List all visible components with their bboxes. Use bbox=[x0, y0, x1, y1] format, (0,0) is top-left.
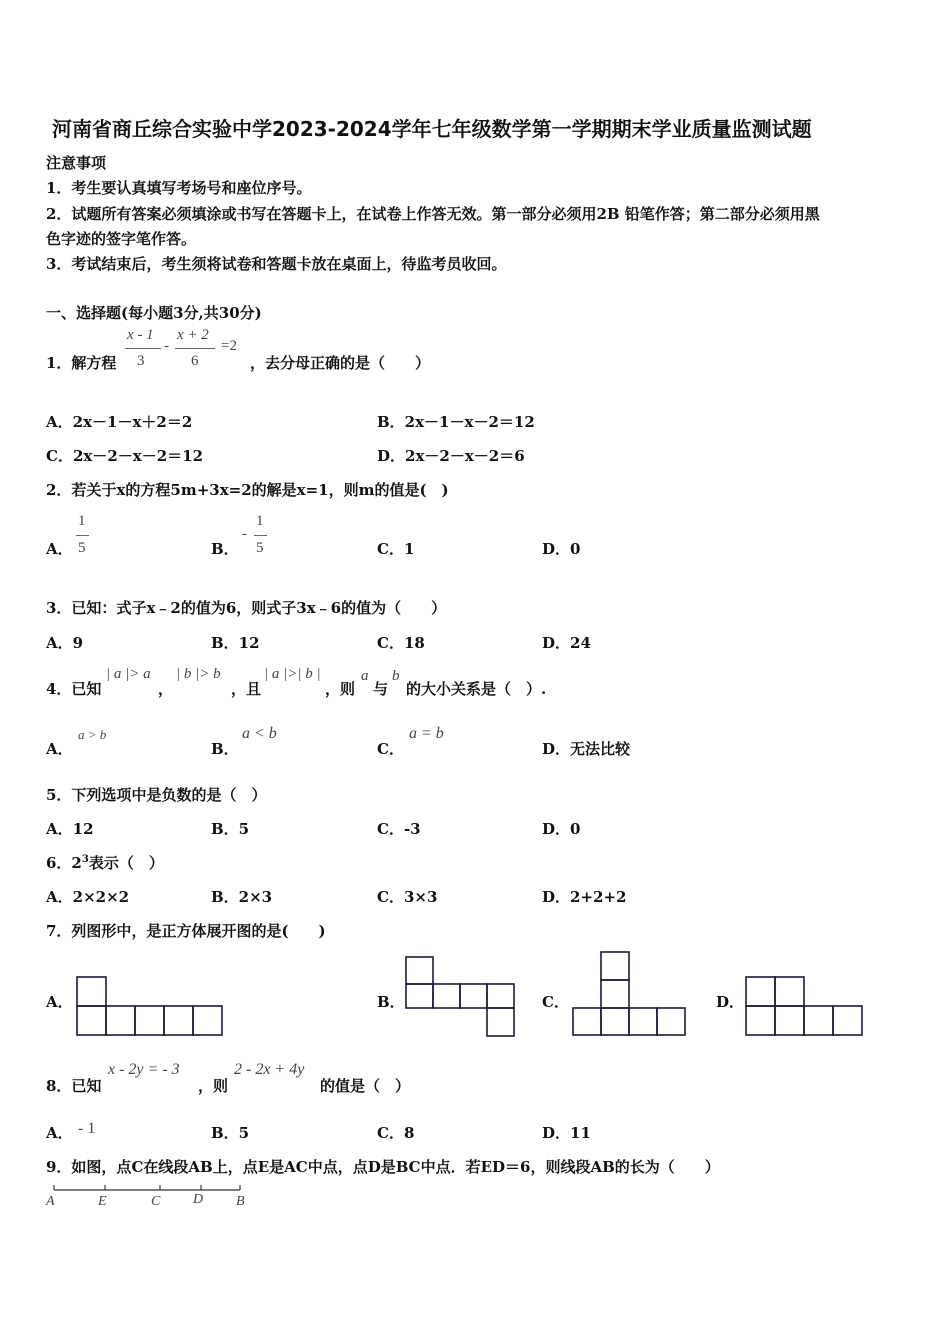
q2-b-label: B． bbox=[211, 540, 239, 558]
q1-option-c: C．2x－2－x－2＝12 bbox=[46, 447, 204, 465]
q4-a-label: A． bbox=[46, 740, 73, 758]
q9-point-c: C bbox=[151, 1194, 161, 1209]
q3-option-d: D．24 bbox=[542, 634, 591, 652]
q4-prefix: 4．已知 bbox=[46, 680, 102, 698]
q8-option-c: C．8 bbox=[377, 1124, 415, 1142]
q8-option-b: B．5 bbox=[211, 1124, 250, 1142]
notice-item-3: 3．考试结束后，考生须将试卷和答题卡放在桌面上，待监考员收回。 bbox=[46, 255, 507, 273]
q4-c-label: C． bbox=[377, 740, 404, 758]
q1-frac1-num: x - 1 bbox=[127, 327, 154, 343]
q2-option-c: C．1 bbox=[377, 540, 415, 558]
q7-d-label: D． bbox=[716, 993, 745, 1011]
q6-option-c: C．3×3 bbox=[377, 888, 438, 906]
q8-a-label: A． bbox=[46, 1124, 73, 1142]
q5-option-a: A．12 bbox=[46, 820, 94, 838]
q9-point-a: A bbox=[46, 1194, 55, 1209]
q8-math-1: x - 2y = - 3 bbox=[108, 1061, 180, 1078]
q2-b-bar bbox=[254, 535, 267, 536]
q9-stem: 9．如图，点C在线段AB上，点E是AC中点，点D是BC中点．若ED＝6，则线段AB的长为（ ） bbox=[46, 1158, 720, 1176]
q1-frac2-den: 6 bbox=[191, 353, 199, 369]
q4-math-1: | a |> a bbox=[106, 666, 151, 682]
q6-stem bbox=[46, 852, 164, 873]
q6-option-a: A．2×2×2 bbox=[46, 888, 130, 906]
notice-item-1: 1．考生要认真填写考场号和座位序号。 bbox=[46, 179, 312, 197]
q7-b-label: B． bbox=[377, 993, 405, 1011]
q4-comma: ， bbox=[158, 680, 174, 698]
q2-b-den: 5 bbox=[256, 540, 264, 556]
q2-b-sign: - bbox=[242, 526, 247, 542]
q8-suffix: 的值是（ ） bbox=[320, 1077, 411, 1095]
q4-and: ，且 bbox=[231, 680, 262, 698]
q4-math-3: | a |>| b | bbox=[264, 666, 321, 682]
q1-prefix: 1．解方程 bbox=[46, 354, 117, 372]
q3-option-a: A．9 bbox=[46, 634, 84, 652]
q2-a-bar bbox=[76, 535, 89, 536]
q7-c-label: C． bbox=[542, 993, 569, 1011]
q3-stem: 3．已知：式子x﹣2的值为6，则式子3x﹣6的值为（ ） bbox=[46, 599, 447, 617]
q1-frac1-den: 3 bbox=[137, 353, 145, 369]
q1-option-a: A．2x－1－x＋2＝2 bbox=[46, 413, 193, 431]
q1-frac2-num: x + 2 bbox=[177, 327, 209, 343]
q2-stem: 2．若关于x的方程5m+3x=2的解是x=1，则m的值是( ) bbox=[46, 481, 449, 499]
q7-net-a bbox=[76, 976, 224, 1036]
q4-b-math: a < b bbox=[242, 725, 277, 742]
q4-suffix: 的大小关系是（ ）. bbox=[406, 680, 547, 698]
q4-var-a: a bbox=[361, 668, 369, 684]
q6-stem-pre: 6．2 bbox=[46, 854, 82, 872]
page-title: 河南省商丘综合实验中学2023-2024学年七年级数学第一学期期末学业质量监测试题 bbox=[52, 117, 812, 141]
q8-math-2: 2 - 2x + 4y bbox=[234, 1061, 305, 1078]
q4-option-d: D．无法比较 bbox=[542, 740, 631, 758]
q2-a-num: 1 bbox=[78, 513, 86, 529]
q8-then: ，则 bbox=[198, 1077, 229, 1095]
q5-option-d: D．0 bbox=[542, 820, 581, 838]
notice-item-2-cont: 色字迹的签字笔作答。 bbox=[46, 230, 197, 248]
q2-a-den: 5 bbox=[78, 540, 86, 556]
q1-eq: =2 bbox=[221, 338, 237, 354]
q4-math-2: | b |> b bbox=[176, 666, 221, 682]
q7-a-label: A． bbox=[46, 993, 73, 1011]
q6-exponent: 3 bbox=[81, 854, 89, 865]
q4-a-math: a > b bbox=[78, 727, 107, 742]
q9-point-e: E bbox=[98, 1194, 107, 1209]
q7-stem: 7．列图形中，是正方体展开图的是( ) bbox=[46, 922, 326, 940]
q1-minus: - bbox=[164, 338, 169, 354]
q4-with: 与 bbox=[373, 680, 389, 698]
q9-point-b: B bbox=[236, 1194, 245, 1209]
q1-option-b: B．2x－1－x－2＝12 bbox=[377, 413, 535, 431]
q6-stem-post: 表示（ ） bbox=[88, 854, 164, 872]
q5-stem: 5．下列选项中是负数的是（ ） bbox=[46, 786, 267, 804]
q1-suffix: ，去分母正确的是（ ） bbox=[250, 354, 431, 372]
q8-prefix: 8．已知 bbox=[46, 1077, 102, 1095]
q5-option-b: B．5 bbox=[211, 820, 250, 838]
q4-then: ，则 bbox=[325, 680, 356, 698]
q7-net-b bbox=[405, 956, 515, 1038]
q4-c-math: a = b bbox=[409, 725, 444, 742]
q4-var-b: b bbox=[392, 668, 400, 684]
q3-option-b: B．12 bbox=[211, 634, 260, 652]
q6-option-d: D．2+2+2 bbox=[542, 888, 627, 906]
q3-option-c: C．18 bbox=[377, 634, 425, 652]
q6-option-b: B．2×3 bbox=[211, 888, 273, 906]
q5-option-c: C．-3 bbox=[377, 820, 421, 838]
q9-point-d: D bbox=[193, 1192, 204, 1207]
q1-frac1-bar bbox=[125, 348, 161, 349]
q4-b-label: B． bbox=[211, 740, 239, 758]
notice-item-2: 2．试题所有答案必须填涂或书写在答题卡上，在试卷上作答无效。第一部分必须用2B 铅笔作答；第二部分必须用黑 bbox=[46, 205, 820, 223]
section-heading: 一、选择题(每小题3分,共30分) bbox=[46, 304, 262, 322]
q2-b-num: 1 bbox=[256, 513, 264, 529]
q1-frac2-bar bbox=[175, 348, 215, 349]
q2-option-d: D．0 bbox=[542, 540, 581, 558]
notice-heading: 注意事项 bbox=[46, 154, 107, 172]
q7-net-c bbox=[572, 951, 688, 1037]
q9-segment-figure bbox=[44, 1184, 254, 1214]
q7-net-d bbox=[745, 976, 867, 1036]
q1-option-d: D．2x－2－x－2＝6 bbox=[377, 447, 525, 465]
q8-a-math: - 1 bbox=[78, 1120, 96, 1137]
q8-option-d: D．11 bbox=[542, 1124, 591, 1142]
q2-a-label: A． bbox=[46, 540, 73, 558]
